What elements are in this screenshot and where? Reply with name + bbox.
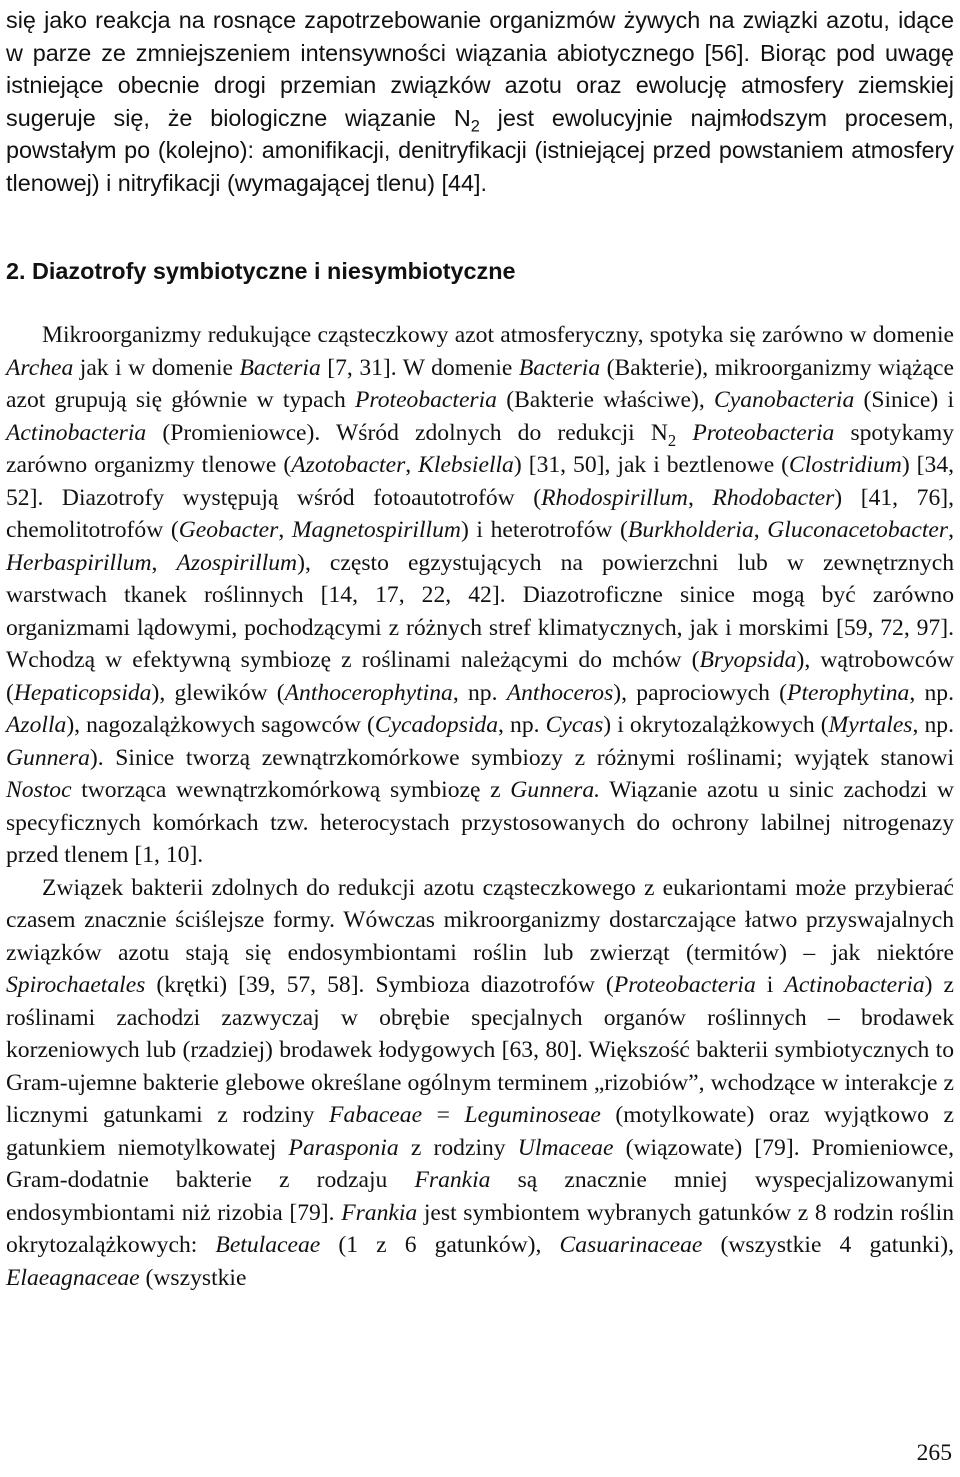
taxon-name: Pterophytina: [787, 679, 910, 706]
taxon-name: Actinobacteria: [6, 419, 147, 446]
text-run: są znacznie mniej wyspecjalizowanymi endosymbiontami niż rizobia [79].: [6, 1167, 954, 1226]
text-run: (motylkowate) oraz wyjątkowo z gatunkiem niemotylkowatej: [6, 1102, 954, 1161]
text-run: ) [31, 50], jak i beztlenowe (: [513, 452, 790, 479]
taxon-name: Anthocerophytina: [284, 679, 453, 706]
taxon-name: Proteobacteria: [355, 387, 497, 414]
text-run: , np.: [909, 679, 954, 706]
taxon-name: Actinobacteria: [784, 972, 925, 999]
text-run: tworząca wewnątrzkomórkową symbiozę z: [71, 777, 511, 804]
taxon-name: Parasponia: [288, 1134, 399, 1161]
body-paragraph-1: [6, 319, 954, 872]
text-run: ) [34, 52]. Diazotrofy występują wśród fotoautotrofów (: [6, 452, 955, 511]
text-run: ) z roślinami zachodzi zazwyczaj w obrębie specjalnych organów roślinnych – brodawek korzeniowych lub (rzadziej) brodawek łodygowych [63, 80]. Większość bakterii symbiotycznych to Gram-ujemne bakterie glebowe określane ogólnym terminem „rizobiów”, wchodzące w interakcje z licznymi gatunkami z rodziny: [6, 972, 954, 1129]
text-run: jak i w domenie: [73, 354, 240, 381]
taxon-name: Clostridium: [789, 452, 902, 479]
text-run: (1 z 6 gatunków),: [320, 1232, 560, 1259]
text-run: =: [422, 1102, 465, 1129]
taxon-name: Proteobacteria: [692, 419, 835, 446]
taxon-name: Cyanobacteria: [714, 387, 855, 414]
subscript: 2: [470, 117, 480, 136]
text-run: (Promieniowce). Wśród zdolnych do redukcji N: [146, 419, 668, 446]
text-run: , np.: [452, 679, 507, 706]
text-run: ), paprociowych (: [613, 679, 788, 706]
text-run: ), nagozalążkowych sagowców (: [66, 712, 375, 739]
taxon-name: Gunnera: [6, 744, 90, 771]
taxon-name: Herbaspirillum: [6, 549, 152, 576]
taxon-name: Nostoc: [6, 777, 72, 804]
taxon-name: Anthoceros: [506, 679, 614, 706]
taxon-name: Azotobacter: [291, 452, 406, 479]
taxon-name: Azospirillum: [176, 549, 298, 576]
document-page: [6, 0, 954, 1294]
taxon-name: Magnetospirillum: [291, 517, 461, 544]
text-run: Wiązanie azotu u sinic zachodzi w specyficznych komórkach tzw. heterocystach przystosowanych do ochrony labilnej nitrogenazy przed tlenem [1, 10].: [6, 777, 954, 869]
text-run: [676, 420, 692, 446]
intro-text-a: się jako reakcja na rosnące zapotrzebowanie organizmów żywych na związki azotu, idące w parze ze zmniejszeniem intensywności wiązania abiotycznego [56]. Biorąc pod uwagę istniejące obecnie drogi przemian związków azotu oraz ewolucję atmosfery ziemskiej sugeruje się, że biologiczne wiązanie N: [6, 7, 954, 131]
taxon-name: Cycas: [545, 712, 604, 739]
taxon-name: Geobacter: [178, 517, 279, 544]
text-run: (wszystkie: [139, 1264, 247, 1291]
taxon-name: Fabaceae: [329, 1102, 423, 1129]
text-run: ) [41, 76], chemolitotrofów (: [6, 484, 954, 544]
text-run: ). Sinice tworzą zewnątrzkomórkowe symbiozy z różnymi roślinami; wyjątek stanowi: [89, 744, 954, 771]
taxon-name: Elaeagnaceae: [6, 1264, 140, 1291]
taxon-name: Gluconacetobacter: [767, 517, 949, 544]
text-run: ) i okrytozalążkowych (: [603, 712, 829, 739]
taxon-name: Betulaceae: [215, 1232, 321, 1259]
taxon-name: Bacteria: [518, 354, 601, 381]
text-run: ,: [753, 517, 768, 544]
text-run: Związek bakterii zdolnych do redukcji azotu cząsteczkowego z eukariontami może przybierać czasem znacznie ściślejsze formy. Wówczas mikroorganizmy dostarczające łatwo przyswajalnych związków azotu stają się endosymbiontami roślin lub zwierząt (termitów) – jak niektóre: [6, 874, 954, 966]
text-run: ) i heterotrofów (: [460, 517, 628, 544]
taxon-name: Spirochaetales: [6, 972, 146, 999]
intro-paragraph: [6, 4, 954, 200]
text-run: (Bakterie właściwe),: [496, 387, 715, 414]
text-run: Mikroorganizmy redukujące cząsteczkowy azot atmosferyczny, spotyka się zarówno w domenie: [42, 322, 954, 349]
text-run: ,: [151, 549, 177, 576]
taxon-name: Cycadopsida: [374, 712, 499, 739]
taxon-name: Hepaticopsida: [13, 679, 152, 706]
taxon-name: Leguminoseae: [464, 1102, 601, 1129]
taxon-name: Klebsiella: [418, 452, 514, 479]
text-run: ), glewików (: [151, 679, 285, 706]
page-number: 265: [916, 1440, 952, 1466]
text-run: ,: [687, 484, 713, 511]
text-run: [7, 31]. W domenie: [320, 354, 519, 381]
taxon-name: Proteobacteria: [613, 972, 756, 999]
taxon-name: Frankia: [414, 1167, 491, 1194]
taxon-name: Rhodobacter: [712, 484, 835, 511]
taxon-name: Frankia: [341, 1199, 418, 1226]
text-run: jest symbiontem wybranych gatunków z 8 rodzin roślin okrytozalążkowych:: [6, 1199, 954, 1259]
taxon-name: Archea: [6, 354, 74, 381]
taxon-name: Ulmaceae: [517, 1134, 614, 1161]
body-paragraph-2: [6, 872, 954, 1295]
taxon-name: Gunnera.: [510, 777, 601, 804]
subscript: 2: [667, 430, 677, 450]
taxon-name: Bacteria: [239, 354, 321, 381]
text-run: (Sinice) i: [854, 387, 954, 414]
text-run: ,: [405, 452, 419, 479]
text-run: ,: [278, 517, 292, 544]
taxon-name: Bryopsida: [699, 647, 797, 674]
taxon-name: Myrtales: [828, 712, 913, 739]
text-run: (wszystkie 4 gatunki),: [702, 1232, 954, 1259]
text-run: (Bakterie), mikroorganizmy wiążące azot grupują się głównie w typach: [6, 354, 954, 414]
text-run: (krętki) [39, 57, 58]. Symbioza diazotrofów (: [145, 972, 614, 999]
section-heading: 2. Diazotrofy symbiotyczne i niesymbiotyczne: [6, 257, 516, 284]
taxon-name: Rhodospirillum: [541, 484, 688, 511]
text-run: i: [755, 972, 785, 999]
taxon-name: Burkholderia: [627, 517, 754, 544]
text-run: ), często egzystujących na powierzchni lub w zewnętrznych warstwach tkanek roślinnych [14, 17, 22, 42]. Diazotroficzne sinice mogą być zarówno organizmami lądowymi, pochodzącymi z różnych stref klimatycznych, jak i morskimi [59, 72, 97]. Wchodzą w efektywną symbiozę z roślinami należącymi do mchów (: [6, 549, 954, 674]
taxon-name: Casuarinaceae: [559, 1232, 703, 1259]
intro-text-b: jest ewolucyjnie najmłodszym procesem, powstałym po (kolejno): amonifikacji, denitryfikacji (istniejącej przed powstaniem atmosfery tlenowej) i nitryfikacji (wymagającej tlenu) [44].: [6, 104, 955, 196]
text-run: ,: [948, 517, 954, 544]
text-run: spotykamy zarówno organizmy tlenowe (: [6, 419, 954, 479]
text-run: ), wątrobowców (: [6, 647, 954, 706]
text-run: , np.: [498, 712, 546, 739]
text-run: (wiązowate) [79]. Promieniowce, Gram-dodatnie bakterie z rodzaju: [6, 1134, 954, 1194]
text-run: , np.: [912, 712, 954, 739]
text-run: z rodziny: [398, 1134, 518, 1161]
taxon-name: Azolla: [6, 712, 67, 739]
